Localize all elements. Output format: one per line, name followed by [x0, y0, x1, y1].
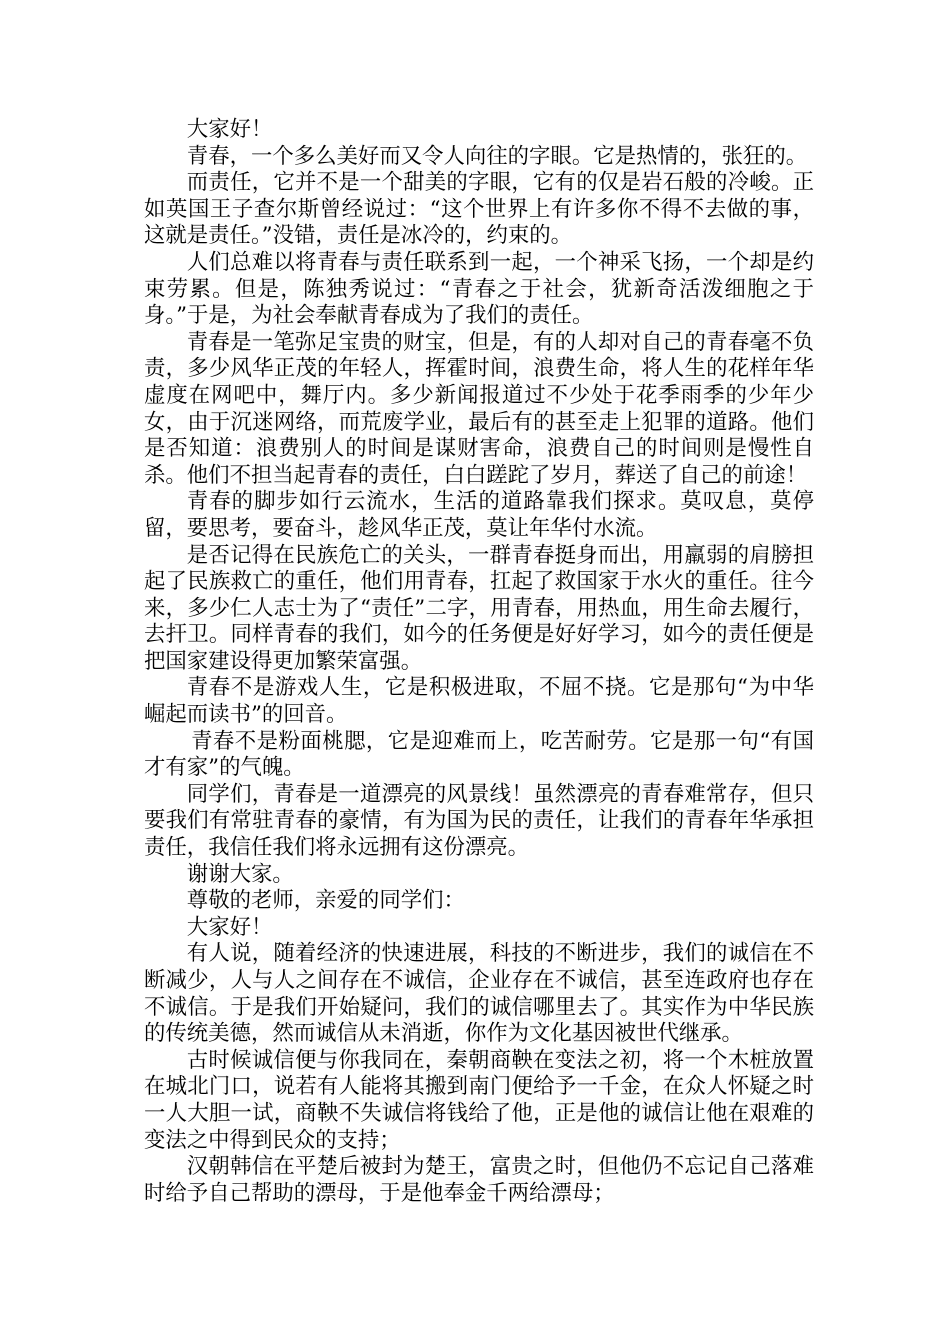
speech-text: [144, 117, 814, 1207]
paragraph-classmates: 同学们，青春是一道漂亮的风景线！虽然漂亮的青春难常存，但只要我们有常驻青春的豪情，有为国为民的责任，让我们的青春年华承担责任，我信任我们将永远拥有这份漂亮。: [144, 781, 814, 861]
paragraph-youth-intro: 青春，一个多么美好而又令人向往的字眼。它是热情的，张狂的。: [186, 143, 808, 169]
paragraph-responsibility: 而责任，它并不是一个甜美的字眼，它有的仅是岩石般的冷峻。正如英国王子查尔斯曾经说过：“这个世界上有许多你不得不去做的事，这就是责任。”没错，责任是冰冷的，约束的。: [144, 170, 814, 249]
paragraph-greeting-2: 大家好！: [186, 914, 273, 940]
paragraph-han-xin: 汉朝韩信在平楚后被封为楚王，富贵之时，但他仍不忘记自己落难时给予自己帮助的漂母，于是他奉金千两给漂母；: [144, 1154, 814, 1206]
paragraph-youth-and-responsibility: 人们总难以将青春与责任联系到一起，一个神采飞扬，一个却是约束劳累。但是，陈独秀说过：“青春之于社会，犹新奇活泼细胞之于身。”于是，为社会奉献青春成为了我们的责任。: [144, 249, 814, 329]
paragraph-youth-steps: 青春的脚步如行云流水，生活的道路靠我们探求。莫叹息，莫停留，要思考，要奋斗，趁风华正茂，莫让年华付水流。: [144, 489, 814, 541]
paragraph-integrity-intro: 有人说，随着经济的快速进展，科技的不断进步，我们的诚信在不断减少，人与人之间存在不诚信，企业存在不诚信，甚至连政府也存在不诚信。于是我们开始疑问，我们的诚信哪里去了。其实作为中华民族的传统美德，然而诚信从未消逝，你作为文化基因被世代继承。: [144, 941, 814, 1047]
paragraph-thanks: 谢谢大家。: [186, 861, 294, 887]
paragraph-salutation: 尊敬的老师，亲爱的同学们：: [186, 888, 465, 914]
paragraph-greeting: 大家好！: [186, 117, 273, 142]
paragraph-youth-not-game: 青春不是游戏人生，它是积极进取，不屈不挠。它是那句“为中华崛起而读书”的回音。: [144, 675, 814, 728]
paragraph-national-crisis: 是否记得在民族危亡的关头，一群青春挺身而出，用羸弱的肩膀担起了民族救亡的重任，他们用青春，扛起了救国家于水火的重任。往今来，多少仁人志士为了“责任”二字，用青春，用热血，用生命去履行，去扞卫。同样青春的我们，如今的任务便是好好学习，如今的责任便是把国家建设得更加繁荣富强。: [144, 542, 814, 674]
paragraph-wasted-youth: 青春是一笔弥足宝贵的财宝，但是，有的人却对自己的青春毫不负责，多少风华正茂的年轻人，挥霍时间，浪费生命，将人生的花样年华虚度在网吧中，舞厅内。多少新闻报道过不少处于花季雨季的少年少女，由于沉迷网络，而荒废学业，最后有的甚至走上犯罪的道路。他们是否知道：浪费别人的时间是谋财害命，浪费自己的时间则是慢性自杀。他们不担当起青春的责任，白白蹉跎了岁月，葬送了自己的前途！: [144, 329, 814, 488]
paragraph-youth-not-looks: 青春不是粉面桃腮，它是迎难而上，吃苦耐劳。它是那一句“有国才有家”的气魄。: [144, 728, 814, 781]
paragraph-shang-yang: 古时候诚信便与你我同在，秦朝商鞅在变法之初，将一个木桩放置在城北门口，说若有人能将其搬到南门便给予一千金，在众人怀疑之时一人大胆一试，商鞅不失诚信将钱给了他，正是他的诚信让他在艰难的变法之中得到民众的支持；: [144, 1047, 814, 1153]
